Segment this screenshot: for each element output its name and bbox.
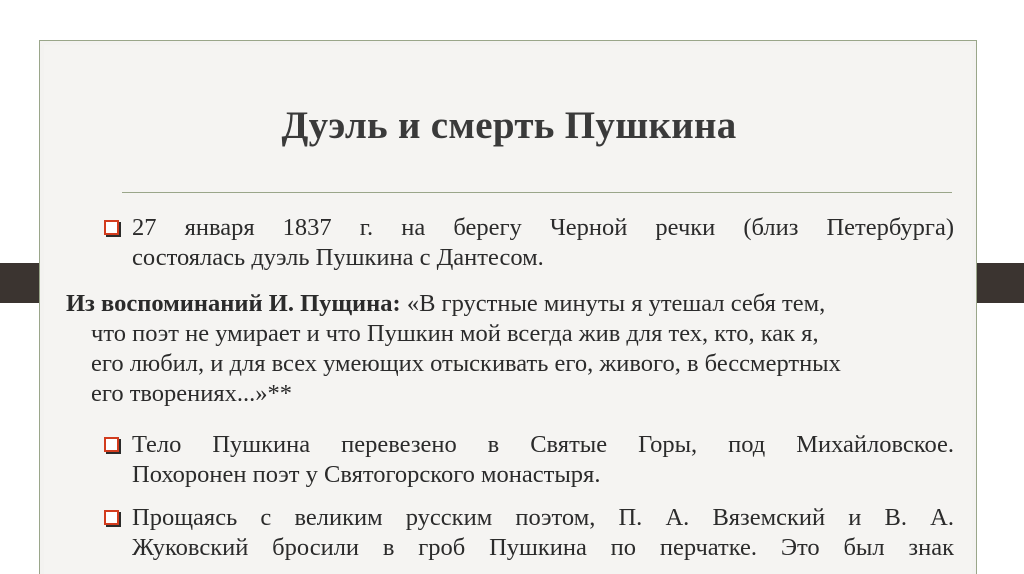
- bullet-line: 27 января 1837 г. на берегу Черной речки (близ Петербурга): [132, 214, 954, 241]
- bullet-line: состоялась дуэль Пушкина с Дантесом.: [132, 244, 544, 271]
- quote-line: его творениях...»**: [91, 380, 293, 407]
- bullet-line: Прощаясь с великим русским поэтом, П. А. Вяземский и В. А.: [132, 504, 954, 531]
- quote-line: его любил, и для всех умеющих отыскивать его, живого, в бессмертных: [91, 350, 841, 377]
- bullet-line: Похоронен поэт у Святогорского монастыря.: [132, 461, 601, 488]
- slide-background: [44, 45, 972, 574]
- left-nav-strip: [0, 263, 43, 303]
- quote-line: что поэт не умирает и что Пушкин мой всегда жив для тех, кто, как я,: [91, 320, 819, 347]
- quote-text: «В грустные минуты я утешал себя тем,: [400, 290, 826, 317]
- quote-lead: Из воспоминаний И. Пущина:: [66, 290, 401, 317]
- bullet-paragraph-duel: [132, 213, 954, 273]
- square-bullet-icon: [104, 220, 119, 235]
- title-divider: [122, 192, 952, 193]
- slide: [39, 40, 977, 574]
- bullet-paragraph-burial: [132, 430, 954, 490]
- bullet-line: Жуковский бросили в гроб Пушкина по перчатке. Это был знак: [132, 534, 954, 561]
- quote-line-1: [66, 289, 954, 319]
- bullet-line: Тело Пушкина перевезено в Святые Горы, под Михайловское.: [132, 431, 954, 458]
- slide-title: Дуэль и смерть Пушкина: [281, 104, 737, 147]
- square-bullet-icon: [104, 510, 119, 525]
- quote-paragraph-pushchin: [66, 289, 954, 409]
- bullet-paragraph-gloves: [132, 503, 954, 563]
- square-bullet-icon: [104, 437, 119, 452]
